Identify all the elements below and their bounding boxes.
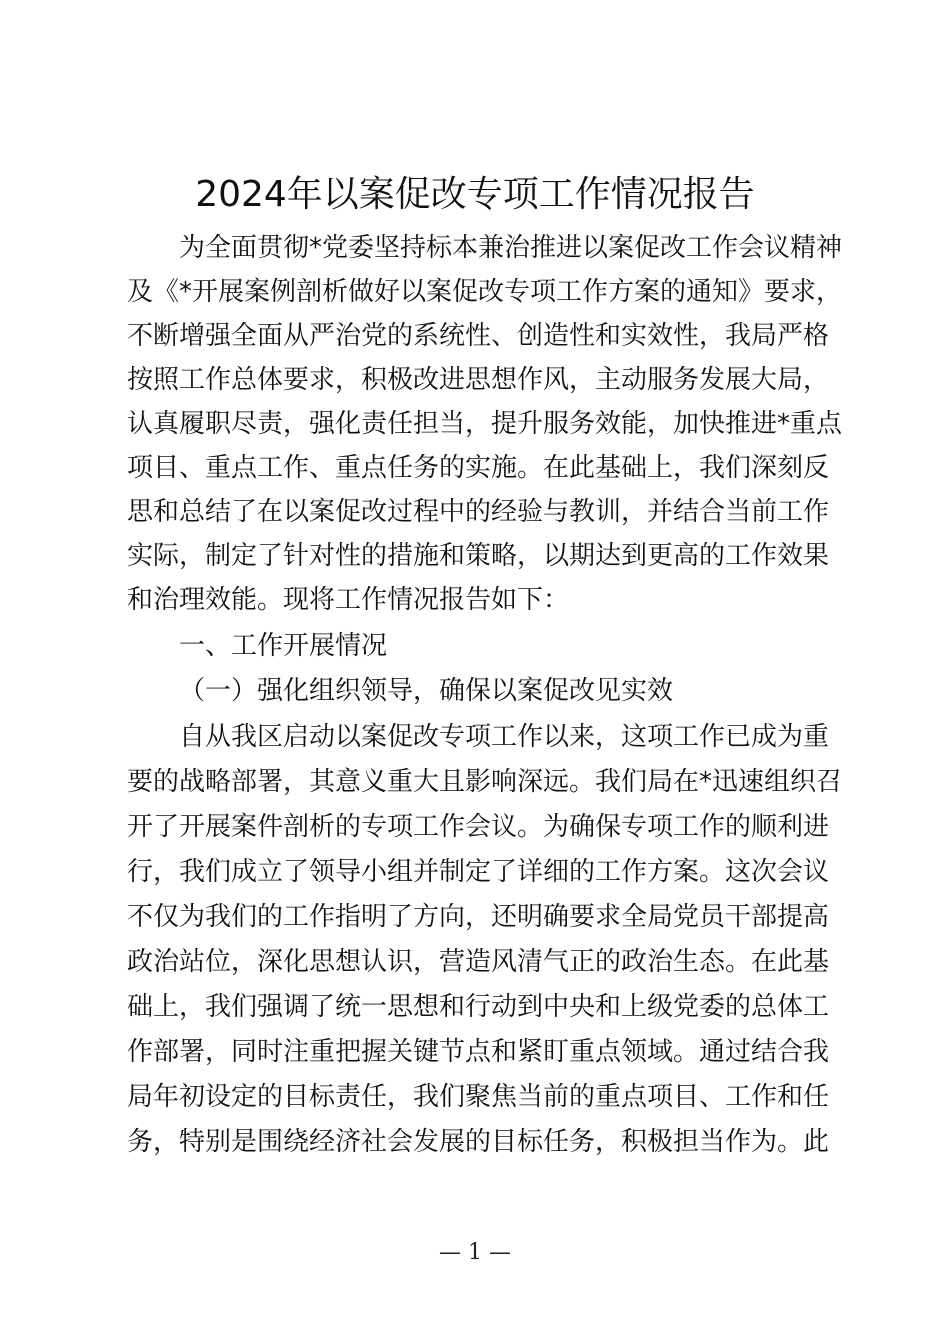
paragraph-line: 不断增强全面从严治党的系统性、创造性和实效性，我局严格 (127, 321, 830, 351)
paragraph-line: 和治理效能。现将工作情况报告如下： (127, 585, 570, 615)
paragraph-line: 务，特别是围绕经济社会发展的目标任务，积极担当作为。此 (127, 1127, 830, 1157)
paragraph-line: 作部署，同时注重把握关键节点和紧盯重点领域。通过结合我 (127, 1037, 830, 1067)
section-heading: 一、工作开展情况 (179, 631, 388, 661)
paragraph-line: 项目、重点工作、重点任务的实施。在此基础上，我们深刻反 (127, 453, 830, 483)
document-title: 2024年以案促改专项工作情况报告 (195, 174, 755, 215)
paragraph-line: 开了开展案件剖析的专项工作会议。为确保专项工作的顺利进 (127, 812, 830, 842)
paragraph-line: 政治站位，深化思想认识，营造风清气正的政治生态。在此基 (127, 947, 830, 977)
paragraph-line: 行，我们成立了领导小组并制定了详细的工作方案。这次会议 (127, 857, 830, 887)
page-number: — 1 — (439, 1240, 511, 1265)
paragraph-line: 认真履职尽责，强化责任担当，提升服务效能，加快推进*重点 (127, 409, 843, 439)
paragraph-line: 实际，制定了针对性的措施和策略，以期达到更高的工作效果 (127, 541, 830, 571)
paragraph-line: 要的战略部署，其意义重大且影响深远。我们局在*迅速组织召 (127, 767, 843, 797)
paragraph-line: 自从我区启动以案促改专项工作以来，这项工作已成为重 (179, 722, 830, 752)
paragraph-line: 不仅为我们的工作指明了方向，还明确要求全局党员干部提高 (127, 902, 830, 932)
paragraph-line: 局年初设定的目标责任，我们聚焦当前的重点项目、工作和任 (127, 1082, 830, 1112)
paragraph-line: 为全面贯彻*党委坚持标本兼治推进以案促改工作会议精神 (179, 233, 843, 263)
subsection-heading: （一）强化组织领导，确保以案促改见实效 (179, 676, 674, 706)
paragraph-line: 及《*开展案例剖析做好以案促改专项工作方案的通知》要求， (127, 277, 843, 307)
paragraph-line: 础上，我们强调了统一思想和行动到中央和上级党委的总体工 (127, 992, 830, 1022)
paragraph-line: 按照工作总体要求，积极改进思想作风，主动服务发展大局， (127, 365, 830, 395)
paragraph-line: 思和总结了在以案促改过程中的经验与教训，并结合当前工作 (127, 497, 830, 527)
